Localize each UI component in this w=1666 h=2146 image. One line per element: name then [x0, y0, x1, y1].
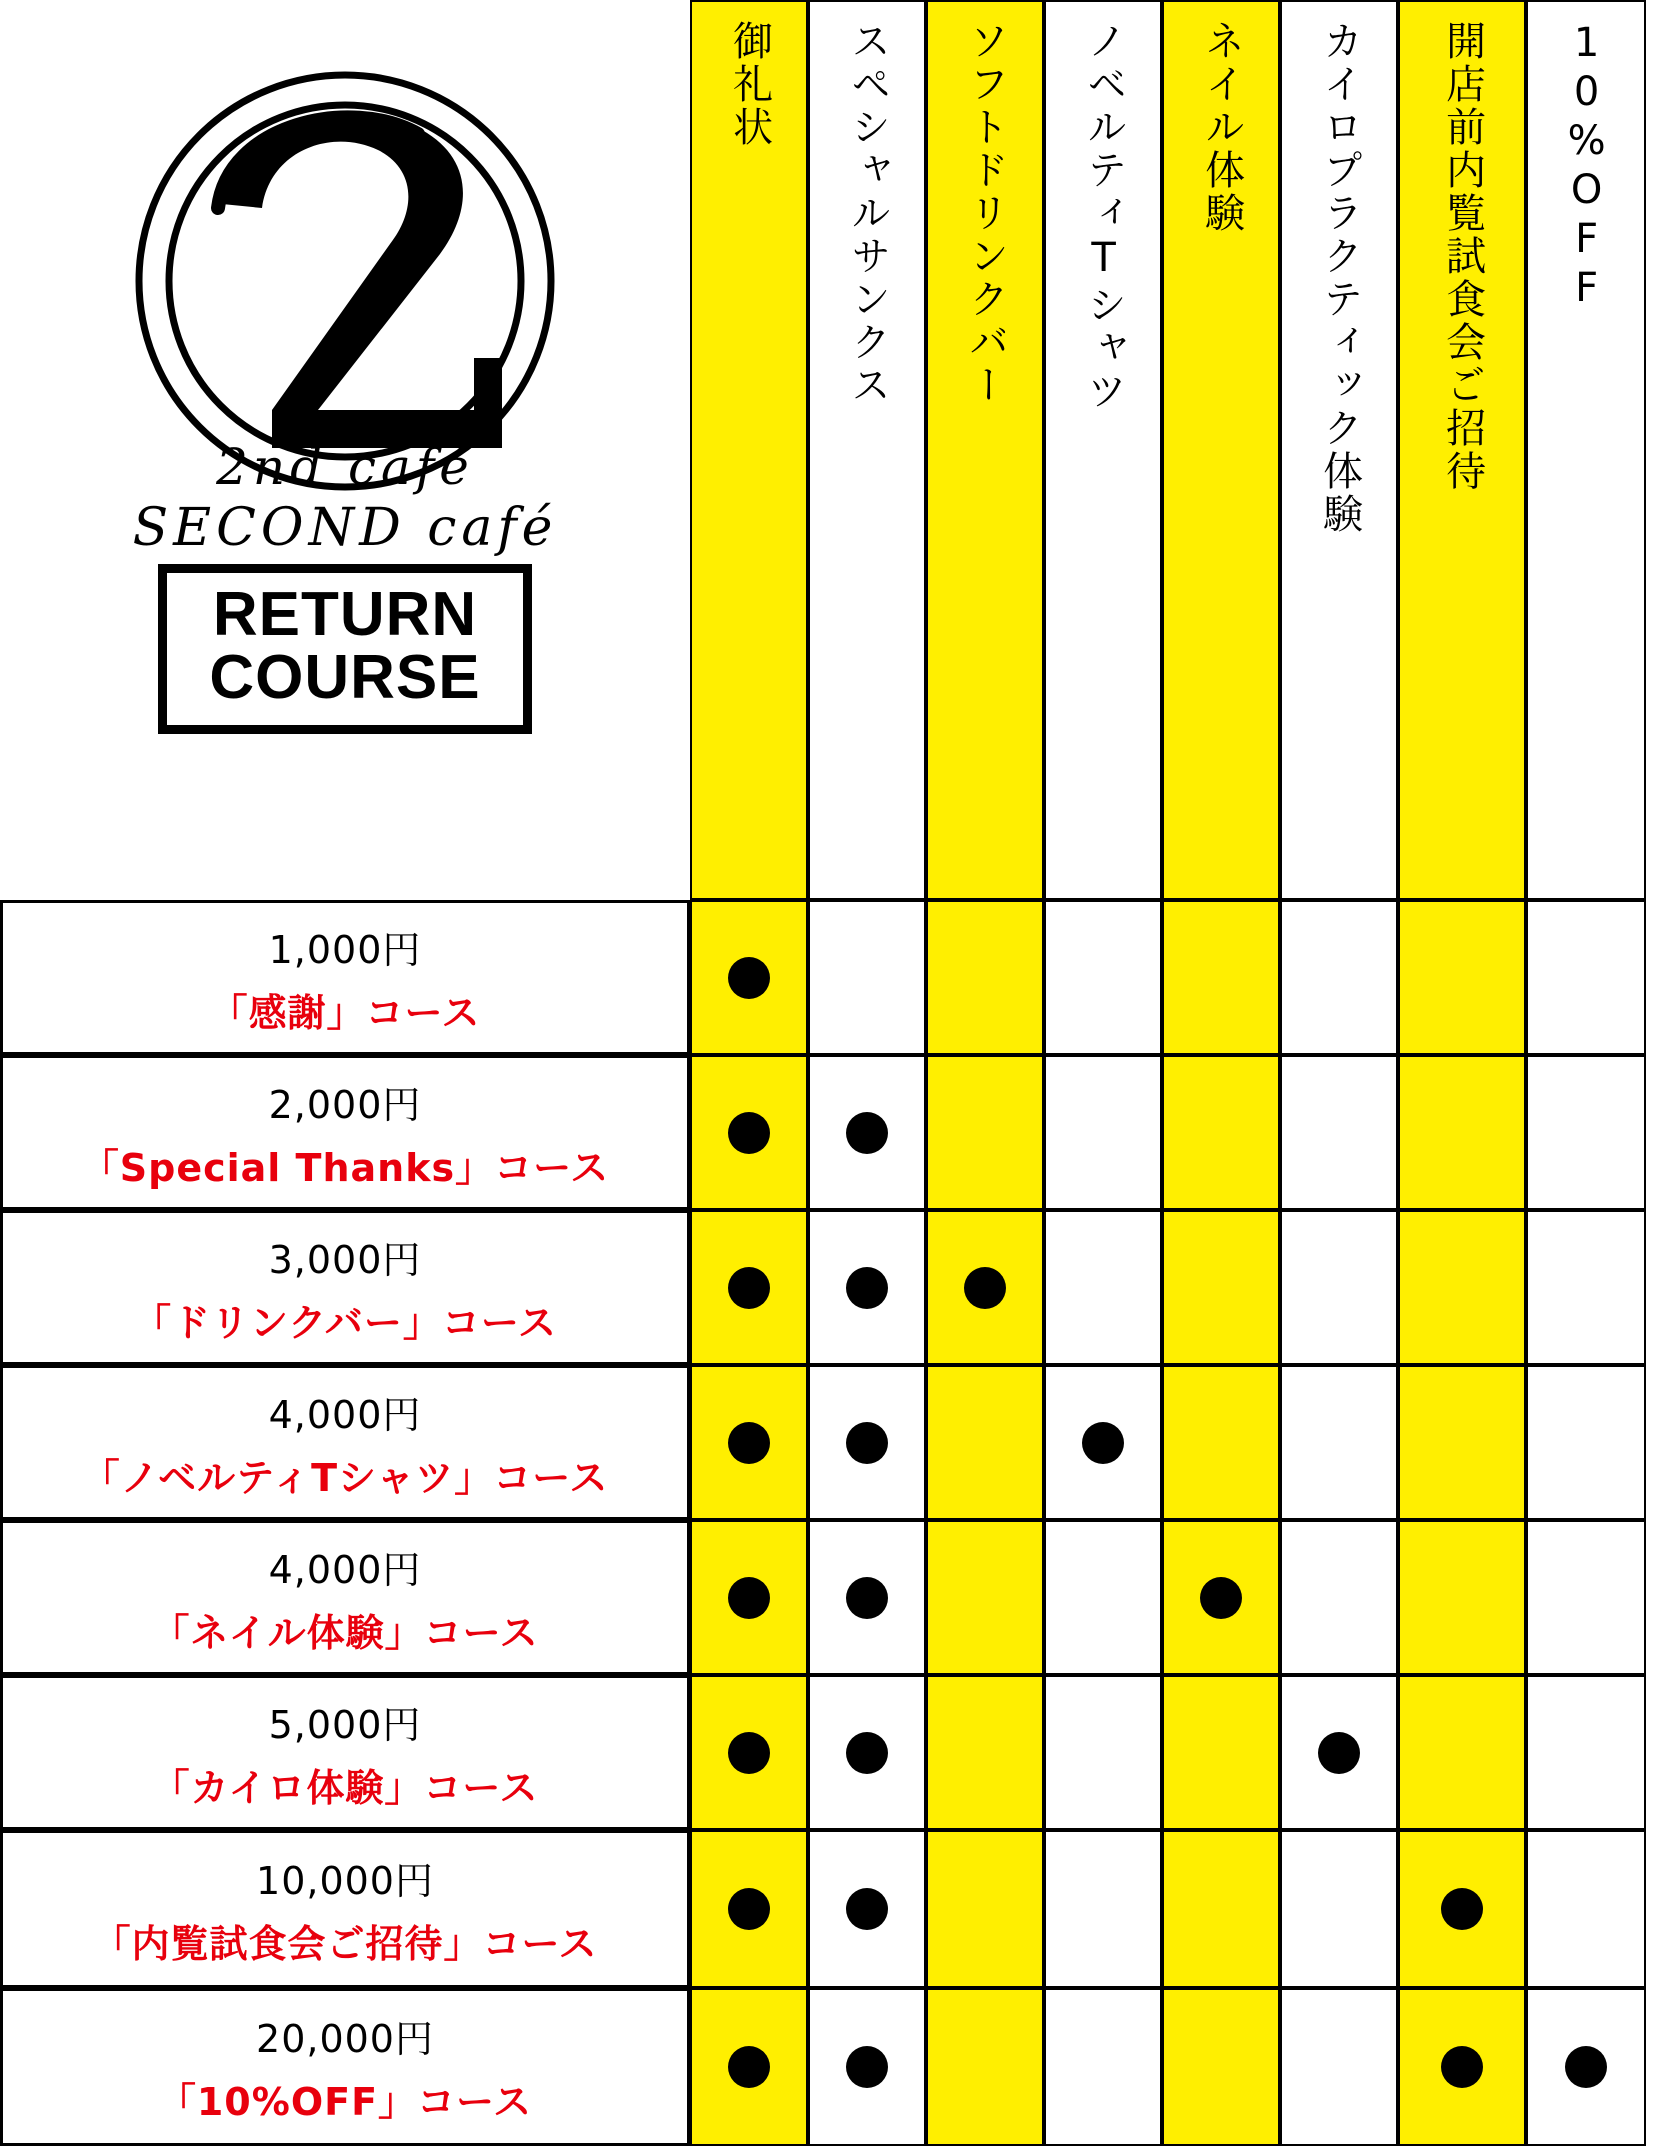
column-header-label: 御礼状	[726, 20, 773, 149]
column-header-label: 開店前内覧試食会ご招待	[1439, 20, 1486, 493]
table-cell	[1162, 900, 1280, 1055]
table-cell	[808, 1365, 926, 1520]
table-cell	[926, 1055, 1044, 1210]
column-header-8	[1526, 0, 1646, 900]
course-price: 20,000円	[256, 2017, 434, 2061]
table-cell	[1280, 1520, 1398, 1675]
course-name: 「Special Thanks」コース	[80, 1145, 610, 1190]
benefit-dot	[846, 1732, 888, 1774]
table-cell	[1044, 1988, 1162, 2146]
table-row-label	[0, 1675, 690, 1830]
column-header-2	[808, 0, 926, 900]
table-cell	[690, 1675, 808, 1830]
benefit-dot	[728, 1112, 770, 1154]
table-cell	[690, 900, 808, 1055]
benefit-dot	[964, 1267, 1006, 1309]
benefit-dot	[728, 2046, 770, 2088]
course-name: 「ドリンクバー」コース	[132, 1300, 558, 1345]
benefit-dot	[728, 957, 770, 999]
course-name: 「内覧試食会ご招待」コース	[92, 1922, 598, 1966]
table-cell	[1398, 1520, 1526, 1675]
course-price: 2,000円	[268, 1082, 422, 1127]
column-header-1	[690, 0, 808, 900]
table-cell	[1044, 1365, 1162, 1520]
table-cell	[1280, 900, 1398, 1055]
table-cell	[1398, 1365, 1526, 1520]
return-line-2: COURSE	[209, 643, 481, 713]
table-row-label	[0, 1365, 690, 1520]
table-cell	[1398, 1675, 1526, 1830]
return-line-1: RETURN	[212, 580, 478, 649]
benefit-dot	[846, 1888, 888, 1930]
course-price: 4,000円	[268, 1392, 422, 1437]
table-cell	[808, 1055, 926, 1210]
benefit-dot	[1200, 1577, 1242, 1619]
benefit-dot	[728, 1888, 770, 1930]
table-cell	[1526, 900, 1646, 1055]
table-cell	[1162, 1055, 1280, 1210]
course-name: 「ネイル体験」コース	[151, 1610, 539, 1655]
logo-mark-text: 2nd café	[216, 438, 474, 496]
table-cell	[1398, 1988, 1526, 2146]
table-cell	[1526, 1210, 1646, 1365]
table-cell	[1398, 1210, 1526, 1365]
column-header-label: ソフトドリンクバー	[962, 20, 1009, 407]
course-price: 1,000円	[268, 927, 422, 972]
table-cell	[690, 1365, 808, 1520]
course-name: 「感謝」コース	[209, 990, 481, 1035]
table-cell	[926, 1988, 1044, 2146]
course-name: 「10%OFF」コース	[157, 2080, 533, 2124]
course-price: 3,000円	[268, 1237, 422, 1282]
table-cell	[690, 1055, 808, 1210]
column-header-3	[926, 0, 1044, 900]
table-cell	[1526, 1055, 1646, 1210]
table-cell	[808, 1830, 926, 1988]
table-cell	[1280, 1830, 1398, 1988]
benefit-dot	[728, 1732, 770, 1774]
column-header-6	[1280, 0, 1398, 900]
course-price: 10,000円	[256, 1859, 434, 1903]
table-cell	[1280, 1365, 1398, 1520]
course-name: 「ノベルティTシャツ」コース	[81, 1455, 609, 1500]
column-header-label: 10%OFF	[1563, 20, 1610, 314]
brand-script-text: SECOND café	[132, 498, 558, 558]
table-row-label	[0, 1210, 690, 1365]
table-row-label	[0, 1830, 690, 1988]
table-cell	[690, 1210, 808, 1365]
table-cell	[808, 900, 926, 1055]
table-cell	[1162, 1210, 1280, 1365]
benefit-dot	[846, 1267, 888, 1309]
column-header-label: ノベルティTシャツ	[1080, 20, 1127, 413]
column-header-label: カイロプラクティック体験	[1316, 20, 1363, 536]
table-cell	[926, 1675, 1044, 1830]
table-row-label	[0, 1055, 690, 1210]
table-cell	[1044, 1675, 1162, 1830]
benefit-dot	[846, 1422, 888, 1464]
table-cell	[690, 1520, 808, 1675]
brand-block	[0, 0, 690, 900]
table-cell	[1526, 1520, 1646, 1675]
table-row-label	[0, 1988, 690, 2146]
course-name: 「カイロ体験」コース	[151, 1765, 539, 1810]
table-row-label	[0, 900, 690, 1055]
table-cell	[690, 1830, 808, 1988]
table-cell	[1162, 1830, 1280, 1988]
table-cell	[1526, 1675, 1646, 1830]
table-cell	[1162, 1520, 1280, 1675]
table-cell	[926, 1365, 1044, 1520]
benefit-dot	[1565, 2046, 1607, 2088]
benefit-dot	[1318, 1732, 1360, 1774]
table-cell	[808, 1675, 926, 1830]
table-row-label	[0, 1520, 690, 1675]
table-cell	[1162, 1988, 1280, 2146]
table-cell	[1280, 1055, 1398, 1210]
benefit-dot	[846, 2046, 888, 2088]
table-cell	[808, 1520, 926, 1675]
column-header-7	[1398, 0, 1526, 900]
table-cell	[808, 1210, 926, 1365]
course-price: 5,000円	[268, 1702, 422, 1747]
column-header-label: スペシャルサンクス	[844, 20, 891, 407]
table-cell	[1398, 1055, 1526, 1210]
table-cell	[926, 900, 1044, 1055]
table-cell	[1280, 1988, 1398, 2146]
table-cell	[1044, 900, 1162, 1055]
table-cell	[926, 1210, 1044, 1365]
table-cell	[1280, 1675, 1398, 1830]
table-cell	[1526, 1988, 1646, 2146]
table-cell	[1044, 1830, 1162, 1988]
second-cafe-logo	[122, 58, 568, 504]
table-cell	[1398, 900, 1526, 1055]
table-cell	[1526, 1365, 1646, 1520]
table-cell	[690, 1988, 808, 2146]
benefit-dot	[728, 1422, 770, 1464]
table-cell	[1044, 1210, 1162, 1365]
course-price: 4,000円	[268, 1547, 422, 1592]
column-header-5	[1162, 0, 1280, 900]
return-course-badge	[158, 564, 531, 734]
column-header-4	[1044, 0, 1162, 900]
table-cell	[1398, 1830, 1526, 1988]
table-cell	[1526, 1830, 1646, 1988]
benefit-dot	[1441, 1888, 1483, 1930]
benefit-dot	[846, 1112, 888, 1154]
table-cell	[1162, 1365, 1280, 1520]
column-header-label: ネイル体験	[1198, 20, 1245, 235]
table-cell	[808, 1988, 926, 2146]
table-cell	[926, 1520, 1044, 1675]
table-cell	[1044, 1055, 1162, 1210]
table-cell	[1280, 1210, 1398, 1365]
benefit-dot	[728, 1267, 770, 1309]
table-cell	[1162, 1675, 1280, 1830]
table-cell	[1044, 1520, 1162, 1675]
benefit-dot	[846, 1577, 888, 1619]
benefit-dot	[728, 1577, 770, 1619]
benefit-dot	[1082, 1422, 1124, 1464]
table-cell	[926, 1830, 1044, 1988]
benefit-dot	[1441, 2046, 1483, 2088]
